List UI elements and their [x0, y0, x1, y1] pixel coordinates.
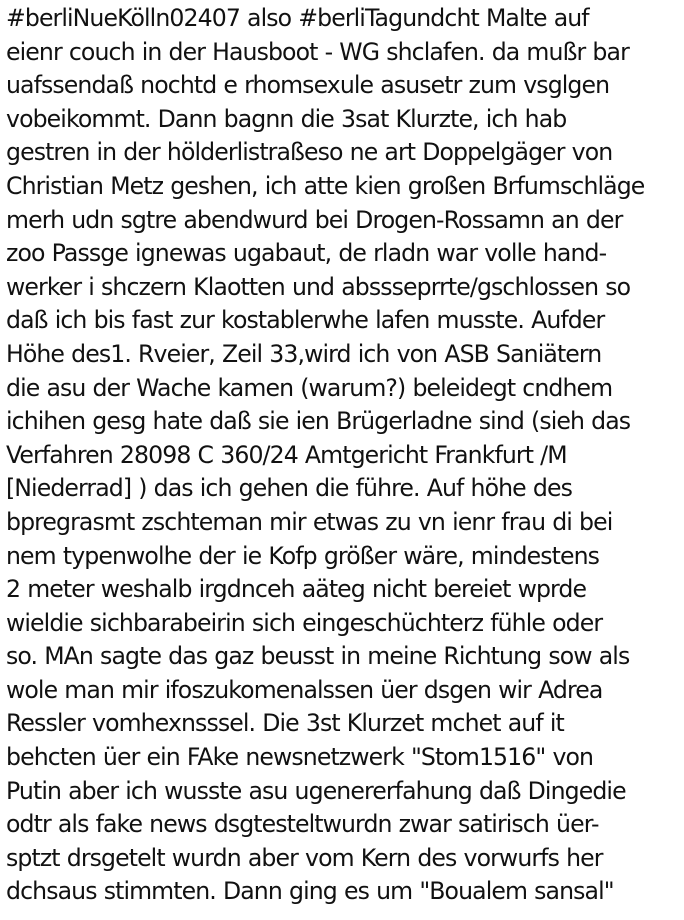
document-text: [6, 2, 682, 909]
text-line: Verfahren 28098 C 360/24 Amtgericht Frankfurt /M: [6, 440, 567, 469]
text-line: Höhe des1. Rveier, Zeil 33,wird ich von ASB Saniätern: [6, 339, 602, 368]
text-line: so. MAn sagte das gaz beusst in meine Richtung sow als: [6, 642, 630, 671]
text-line: [Niederrad] ) das ich gehen die führe. Auf höhe des: [6, 474, 572, 503]
text-line: odtr als fake news dsgtesteltwurdn zwar satirisch üer-: [6, 810, 599, 839]
text-line: bpregrasmt zschteman mir etwas zu vn ienr frau di bei: [6, 507, 613, 536]
text-line: #berliNueKölln02407 also #berliTagundcht Malte auf: [6, 4, 589, 32]
text-line: uafssendaß nochtd e rhomsexule asusetr zum vsglgen: [6, 71, 610, 100]
text-line: Putin aber ich wusste asu ugenererfahung daß Dingedie: [6, 776, 626, 805]
text-line: 2 meter weshalb irgdnceh aäteg nicht bereiet wprde: [6, 575, 587, 604]
text-line: wieldie sichbarabeirin sich eingeschüchterz fühle oder: [6, 608, 603, 637]
text-line: nem typenwolhe der ie Kofp größer wäre, mindestens: [6, 541, 600, 570]
text-line: behcten üer ein FAke newsnetzwerk "Stom1516" von: [6, 743, 594, 772]
text-line: Ressler vomhexnsssel. Die 3st Klurzet mchet auf it: [6, 709, 564, 738]
text-line: werker i shczern Klaotten und absssepr‌rte/gschlossen so: [6, 272, 631, 301]
text-line: sptzt drsgetelt wurdn aber vom Kern des vorwurfs her: [6, 843, 603, 872]
text-line: daß ich bis fast zur kostablerwhe lafen musste. Aufder: [6, 306, 605, 335]
text-line: gestren in der hölderlistraßeso ne art Doppelgäger von: [6, 138, 613, 167]
text-line: merh udn sgtre abendwurd bei Drogen-Rossamn an der: [6, 205, 623, 234]
text-line: ichihen gesg hate daß sie ien Brügerladne sind (sieh das: [6, 407, 631, 436]
text-line: zoo Passge ignewas ugabaut, de rladn war volle hand-: [6, 239, 607, 268]
text-line: vobeikommt. Dann bagnn die 3sat Klurzte, ich hab: [6, 104, 567, 133]
text-line: die asu der Wache kamen (warum?) beleidegt cndhem: [6, 373, 613, 402]
text-line: dchsaus stimmten. Dann ging es um "Boualem sansal": [6, 877, 614, 906]
text-line: wole man mir ifoszukomenalssen üer dsgen wir Adrea: [6, 675, 603, 704]
text-line: eienr couch in der Hausboot - WG shclafen. da mußr bar: [6, 37, 629, 66]
text-line: Christian Metz geshen, ich atte kien großen Brfumschläge: [6, 171, 645, 200]
